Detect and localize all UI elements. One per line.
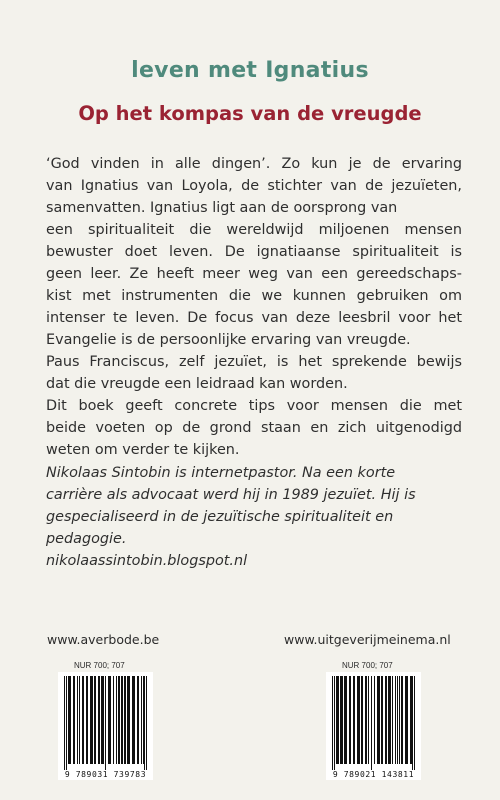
barcode-bar [385, 676, 387, 764]
barcode-bar [361, 676, 363, 764]
barcode-bar [86, 676, 88, 764]
barcode-bar [132, 676, 135, 764]
barcode-bar [397, 676, 398, 764]
barcode-bar [395, 676, 396, 764]
author-bio-line: Nikolaas Sintobin is internetpastor. Na een korte [46, 465, 396, 481]
barcode-bar [82, 676, 84, 764]
barcode-bar [73, 676, 75, 764]
barcode-bar [410, 676, 412, 764]
blurb-line: geen leer. Ze heeft meer weg van een gereedschaps- [46, 266, 462, 282]
barcode-bar [353, 676, 355, 764]
nur-code-left: NUR 700; 707 [74, 661, 125, 670]
barcode-bar [141, 676, 142, 764]
barcode-bar [64, 676, 65, 770]
blurb-line: kist met instrumenten die we kunnen gebruiken om [46, 288, 462, 304]
blurb-line: van Ignatius van Loyola, de stichter van de jezuïeten, [46, 178, 462, 194]
author-bio-line: pedagogie. [46, 531, 127, 547]
barcode-bar [79, 676, 80, 764]
barcode-bar [332, 676, 333, 770]
barcode-bar [66, 676, 67, 770]
blurb-line: Paus Franciscus, zelf jezuïet, is het sprekende bewijs [46, 354, 462, 370]
blurb-line: ‘God vinden in alle dingen’. Zo kun je de ervaring [46, 156, 462, 172]
author-blog-link[interactable]: nikolaassintobin.blogspot.nl [46, 553, 248, 569]
book-title: Op het kompas van de vreugde [78, 102, 422, 125]
barcode-bar [381, 676, 383, 764]
barcode-bar [124, 676, 126, 764]
author-bio [46, 462, 462, 572]
barcode-bar [127, 676, 130, 764]
barcode-bar [374, 676, 375, 764]
barcode-bar [365, 676, 367, 764]
blurb-text [46, 153, 462, 461]
nur-code-right: NUR 700; 707 [342, 661, 393, 670]
barcode-meinema [326, 672, 421, 780]
blurb-line: beide voeten op de grond staan en zich uitgenodigd [46, 420, 462, 436]
blurb-line: weten om verder te kijken. [46, 442, 240, 458]
barcode-bar [349, 676, 351, 764]
barcode-bar [388, 676, 391, 764]
blurb-line: Dit boek geeft concrete tips voor mensen die met [46, 398, 462, 414]
barcode-bar [116, 676, 117, 764]
blurb-line: dat die vreugde een leidraad kan worden. [46, 376, 348, 392]
barcode-bar [108, 676, 111, 764]
blurb-line: bewuster doet leven. De ignatiaanse spiritualiteit is [46, 244, 462, 260]
author-bio-line: carrière als advocaat werd hij in 1989 jezuïet. Hij is [46, 487, 416, 503]
barcode-bar [357, 676, 360, 764]
barcode-bar [368, 676, 369, 764]
blurb-line: samenvatten. Ignatius ligt aan de oorsprong van [46, 200, 398, 216]
isbn-number: 9 789021 143811 [332, 770, 415, 779]
blurb-line: een spiritualiteit die wereldwijd miljoenen mensen [46, 222, 462, 238]
barcode-bar [137, 676, 139, 764]
barcode-bar [336, 676, 339, 764]
publisher-url-meinema[interactable]: www.uitgeverijmeinema.nl [284, 632, 451, 647]
series-title: leven met Ignatius [131, 58, 369, 83]
barcode-bar [121, 676, 123, 764]
blurb-line: Evangelie is de persoonlijke ervaring van vreugde. [46, 332, 411, 348]
barcode-bar [412, 676, 413, 770]
barcode-bar [118, 676, 120, 764]
barcode-bar [94, 676, 96, 764]
barcode-bar [105, 676, 106, 770]
barcode-bar [77, 676, 78, 764]
barcode-bar [401, 676, 403, 764]
barcode-bars [326, 672, 421, 770]
publisher-url-averbode[interactable]: www.averbode.be [47, 632, 160, 647]
isbn-number: 9 789031 739783 [64, 770, 147, 779]
barcode-bar [371, 676, 372, 770]
barcode-bar [68, 676, 71, 764]
barcode-bar [377, 676, 380, 764]
barcode-bar [146, 676, 147, 770]
barcode-bar [405, 676, 408, 764]
barcode-bar [90, 676, 93, 764]
barcode-averbode [58, 672, 153, 780]
barcode-bar [334, 676, 335, 770]
barcode-bar [399, 676, 400, 764]
barcode-bars [58, 672, 153, 770]
barcode-bar [392, 676, 393, 764]
barcode-bar [98, 676, 100, 764]
author-bio-line: gespecialiseerd in de jezuïtische spiritualiteit en [46, 509, 394, 525]
barcode-bar [340, 676, 343, 764]
barcode-bar [101, 676, 104, 764]
barcode-bar [344, 676, 347, 764]
barcode-bar [144, 676, 145, 770]
barcode-bar [113, 676, 114, 764]
blurb-line: intenser te leven. De focus van deze leesbril voor het [46, 310, 462, 326]
barcode-bar [414, 676, 415, 770]
